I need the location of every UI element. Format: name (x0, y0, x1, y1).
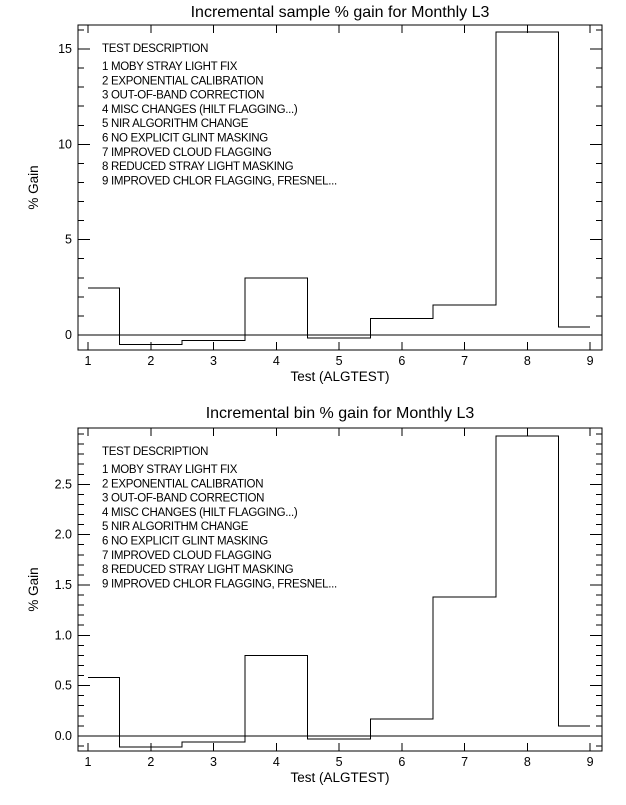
legend-item: 2 EXPONENTIAL CALIBRATION (102, 75, 264, 88)
x-tick-label: 5 (335, 354, 343, 368)
y-tick-label: 10 (58, 137, 72, 152)
y-tick-label: 0 (65, 327, 72, 342)
x-tick-label: 7 (461, 755, 469, 769)
x-tick-label: 6 (398, 755, 406, 769)
y-axis-label: % Gain (26, 567, 41, 612)
x-tick-label: 1 (84, 755, 92, 769)
legend-title: TEST DESCRIPTION (102, 446, 209, 458)
y-tick-label: 2.5 (54, 477, 72, 492)
legend-item: 2 EXPONENTIAL CALIBRATION (102, 478, 264, 491)
y-tick-label: 15 (58, 42, 72, 56)
y-tick-label: 2.0 (54, 527, 72, 542)
x-tick-label: 8 (523, 354, 531, 368)
x-tick-label: 2 (147, 755, 155, 769)
legend-item: 1 MOBY STRAY LIGHT FIX (102, 464, 238, 476)
x-axis-label: Test (ALGTEST) (290, 770, 390, 785)
legend-item: 7 IMPROVED CLOUD FLAGGING (102, 146, 272, 159)
legend-item: 1 MOBY STRAY LIGHT FIX (102, 61, 238, 73)
legend-item: 8 REDUCED STRAY LIGHT MASKING (102, 564, 294, 577)
y-tick-label: 1.5 (54, 578, 72, 592)
x-tick-label: 4 (272, 755, 280, 769)
x-tick-label: 6 (398, 354, 406, 368)
legend-item: 3 OUT-OF-BAND CORRECTION (102, 89, 265, 102)
y-tick-label: 0.0 (54, 728, 72, 743)
legend-item: 7 IMPROVED CLOUD FLAGGING (102, 549, 272, 562)
chart-title: Incremental bin % gain for Monthly L3 (205, 405, 475, 422)
legend-item: 5 NIR ALGORITHM CHANGE (102, 521, 249, 534)
legend-item: 3 OUT-OF-BAND CORRECTION (102, 492, 265, 505)
legend-item: 5 NIR ALGORITHM CHANGE (102, 118, 249, 131)
x-tick-label: 1 (84, 354, 92, 368)
x-tick-label: 2 (147, 354, 155, 368)
y-tick-label: 1.0 (54, 628, 72, 643)
x-tick-label: 7 (461, 354, 469, 368)
y-axis-label: % Gain (26, 165, 41, 210)
x-tick-label: 9 (586, 755, 594, 769)
x-tick-label: 8 (523, 755, 531, 769)
x-tick-label: 3 (210, 354, 217, 368)
y-tick-label: 5 (65, 232, 72, 247)
legend-item: 4 MISC CHANGES (HILT FLAGGING...) (102, 103, 298, 116)
plot-border (78, 25, 602, 350)
x-tick-label: 3 (210, 755, 217, 769)
chart-title: Incremental sample % gain for Monthly L3 (190, 4, 490, 21)
legend-item: 9 IMPROVED CHLOR FLAGGING, FRESNEL... (102, 578, 337, 591)
y-tick-label: 0.5 (54, 678, 72, 693)
x-axis-label: Test (ALGTEST) (290, 369, 390, 384)
bin-gain-chart (0, 403, 626, 805)
x-tick-label: 4 (272, 354, 280, 368)
x-tick-label: 9 (586, 354, 594, 368)
x-tick-label: 5 (335, 755, 343, 769)
legend-title: TEST DESCRIPTION (102, 43, 209, 55)
legend-item: 6 NO EXPLICIT GLINT MASKING (102, 535, 268, 548)
legend-item: 6 NO EXPLICIT GLINT MASKING (102, 132, 268, 145)
legend-item: 4 MISC CHANGES (HILT FLAGGING...) (102, 506, 298, 519)
legend-item: 9 IMPROVED CHLOR FLAGGING, FRESNEL... (102, 175, 337, 188)
legend-item: 8 REDUCED STRAY LIGHT MASKING (102, 161, 294, 174)
